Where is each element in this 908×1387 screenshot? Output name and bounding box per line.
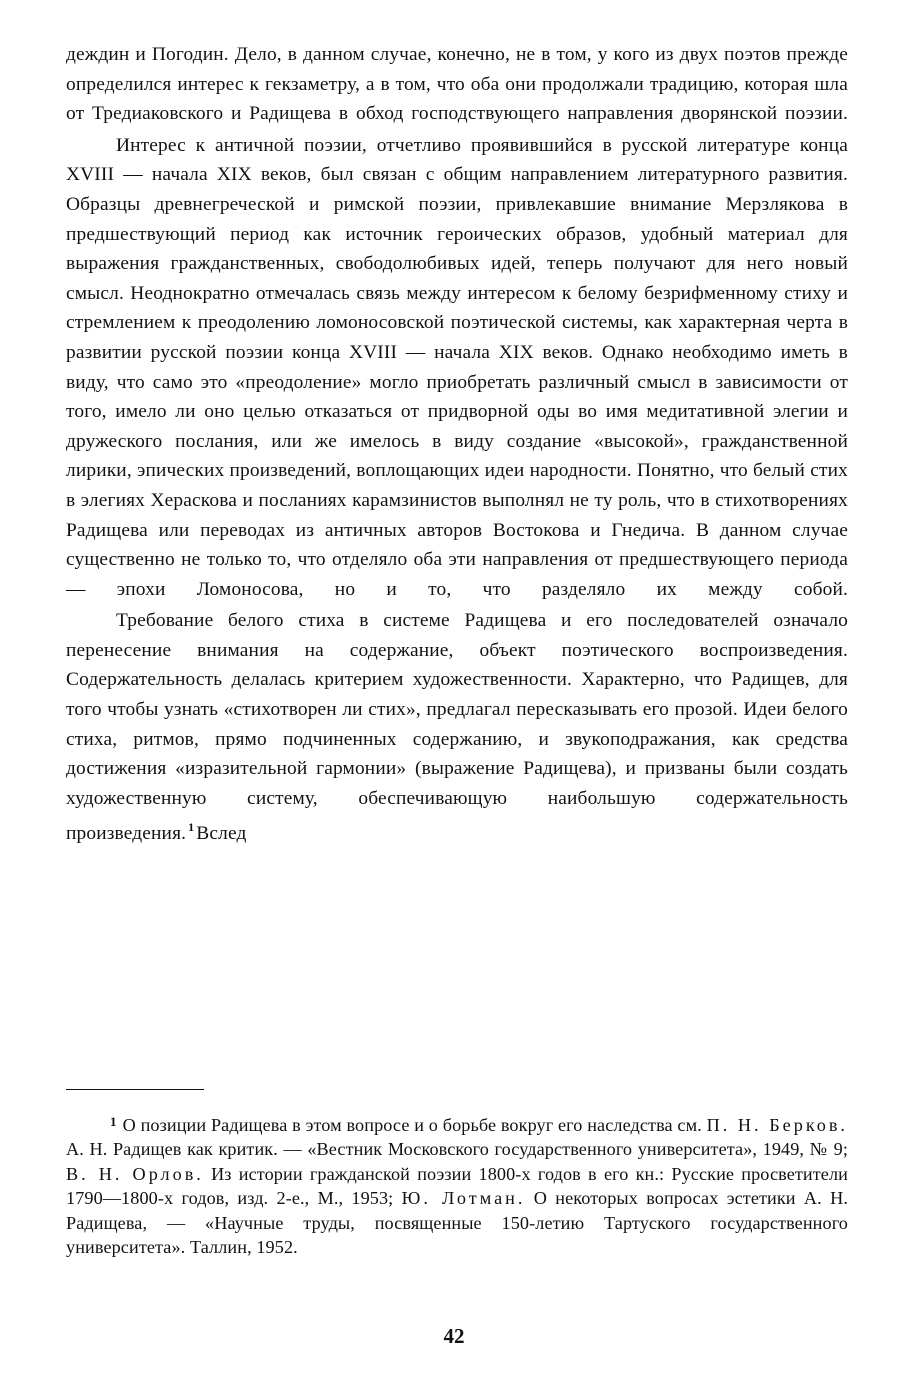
footnote-marker: 1 (110, 1114, 117, 1129)
paragraph-blank-verse (66, 606, 848, 849)
footnote-text-part: А. Н. Радищев как критик. — «Вестник Московского государственного университета», 1949, № 9; (66, 1139, 848, 1160)
footnote-author: В. Н. Орлов. (66, 1163, 204, 1184)
paragraph-blank-verse-tail: Вслед (196, 823, 247, 845)
paragraph-blank-verse-text: Требование белого стиха в системе Радищева и его последователей означало перенесение внимания на содержание, объект поэтического воспроизведения. Содержательность делалась критерием художественности. Характерно, что Радищев, для того чтобы узнать «стихотворен ли стих», предлагал пересказывать его прозой. Идеи белого стиха, ритмов, прямо подчиненных содержанию, и звукоподражания, как средства достижения «изразительной гармонии» (выражение Радищева), и призваны были создать художественную систему, обеспечивающую наибольшую содержательность произведения. (66, 610, 848, 845)
page-number: 42 (443, 1324, 465, 1348)
footnote-author: Ю. Лотман. (401, 1188, 526, 1209)
footnote-divider (66, 1089, 204, 1090)
footnotes (66, 1110, 848, 1259)
footnote-text-part: О некоторых вопросах эстетики А. Н. Радищева, — «Научные труды, посвященные 150-летию Тартуского государственного университета». Таллин, 1952. (66, 1188, 848, 1258)
footnote-reference[interactable]: 1 (188, 820, 195, 835)
footnote-author: П. Н. Берков. (706, 1115, 848, 1135)
footnote-1 (66, 1110, 848, 1259)
footnote-text-part: О позиции Радищева в этом вопросе и о борьбе вокруг его наследства см. (122, 1115, 702, 1135)
main-text (66, 40, 848, 849)
footnote-text-part: Из истории гражданской поэзии 1800-х годов в его кн.: Русские просветители 1790—1800-х годов, изд. 2-е., М., 1953; (66, 1163, 848, 1209)
paragraph-continuation: деждин и Погодин. Дело, в данном случае, конечно, не в том, у кого из двух поэтов прежде определился интерес к гекзаметру, а в том, что оба они продолжали традицию, которая шла от Тредиаковского и Радищева в обход господствующего направления дворянской поэзии. (66, 44, 848, 125)
paragraph-antiquity-interest: Интерес к античной поэзии, отчетливо проявившийся в русской литературе конца XVIII — начала XIX веков, был связан с общим направлением литературного развития. Образцы древнегреческой и римской поэзии, привлекавшие внимание Мерзлякова в предшествующий период как источник героических образов, удобный материал для выражения гражданственных, свободолюбивых идей, теперь получают для него новый смысл. Неоднократно отмечалась связь между интересом к белому безрифменному стиху и стремлением к преодолению ломоносовской поэтической системы, как характерная черта в развитии русской поэзии конца XVIII — начала XIX веков. Однако необходимо иметь в виду, что само это «преодоление» могло приобретать различный смысл в зависимости от того, имело ли оно целью отказаться от придворной оды во имя медитативной элегии и дружеского послания, или же имелось в виду создание «высокой», гражданственной лирики, эпических произведений, воплощающих идеи народности. Понятно, что белый стих в элегиях Хераскова и посланиях карамзинистов выполнял не ту роль, что в стихотворениях Радищева или переводах из античных авторов Востокова и Гнедича. В данном случае существенно не только то, что отделяло оба эти направления от предшествующего периода — эпохи Ломоносова, но и то, что разделяло их между собой. (66, 134, 848, 600)
